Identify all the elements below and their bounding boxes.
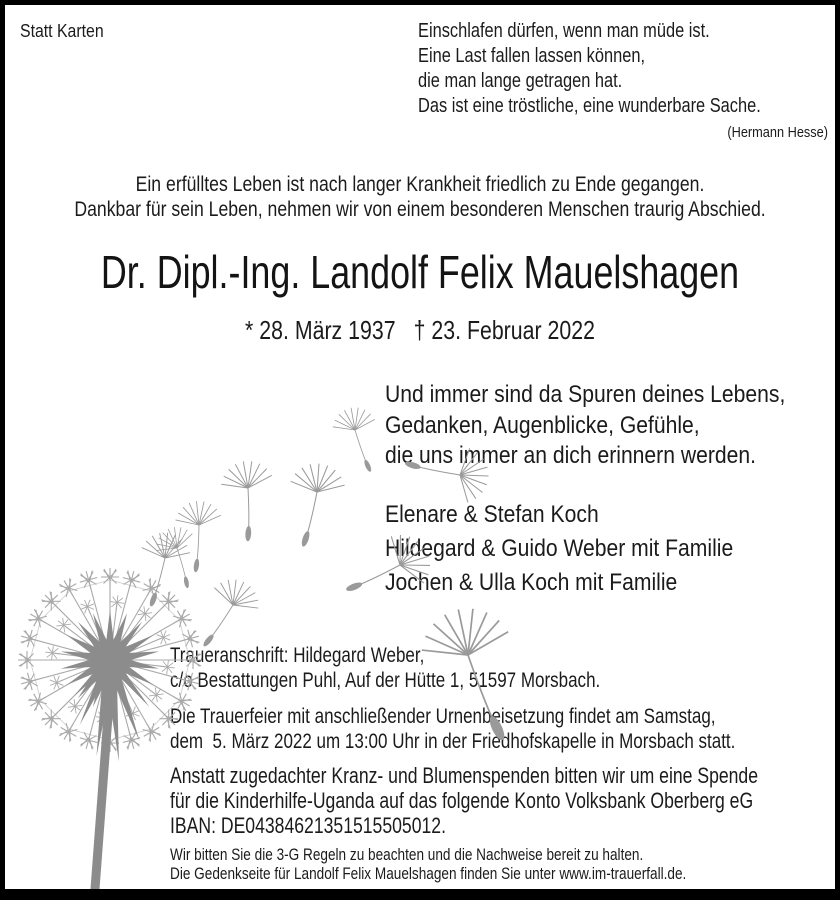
memorial-page-note: Die Gedenkseite für Landolf Felix Mauelshagen finden Sie unter www.im-trauerfall.de. — [170, 864, 687, 883]
death-date: † 23. Februar 2022 — [413, 315, 595, 345]
remembrance-line: die uns immer an dich erinnern werden. — [385, 442, 756, 469]
intro-line: Ein erfülltes Leben ist nach langer Krankheit friedlich zu Ende gegangen. — [135, 173, 705, 196]
remembrance-line: Gedanken, Augenblicke, Gefühle, — [385, 411, 700, 439]
poem-line: Einschlafen dürfen, wenn man müde ist. — [418, 20, 710, 42]
donation-block — [170, 763, 835, 838]
address-line: c/o Bestattungen Puhl, Auf der Hütte 1, 51597 Morsbach. — [170, 669, 601, 692]
address-line: Traueranschrift: Hildegard Weber, — [170, 644, 425, 667]
funeral-line: Die Trauerfeier mit anschließender Urnenbeisetzung findet am Samstag, — [170, 705, 716, 728]
covid-note: Wir bitten Sie die 3-G Regeln zu beachten und die Nachweise bereit zu halten. — [170, 845, 644, 864]
notes-block — [170, 845, 815, 883]
remembrance-block — [385, 380, 835, 472]
life-dates — [80, 315, 761, 346]
poem-line: Eine Last fallen lassen können, — [418, 45, 646, 67]
dandelion-stem — [95, 703, 109, 889]
donation-iban: IBAN: DE04384621351515505012. — [170, 813, 446, 838]
poem-attribution: (Hermann Hesse) — [727, 124, 828, 141]
donation-line: für die Kinderhilfe-Uganda auf das folgende Konto Volksbank Oberberg eG — [170, 788, 754, 813]
poem-line: die man lange getragen hat. — [418, 70, 623, 92]
remembrance-line: Und immer sind da Spuren deines Lebens, — [385, 381, 786, 408]
funeral-line: dem 5. März 2022 um 13:00 Uhr in der Friedhofskapelle in Morsbach statt. — [170, 730, 736, 753]
birth-date: * 28. März 1937 — [245, 315, 396, 345]
statt-karten-label: Statt Karten — [20, 21, 104, 41]
mourner-name: Hildegard & Guido Weber mit Familie — [385, 535, 734, 562]
obituary-sheet — [5, 5, 835, 889]
dandelion-receptacle — [60, 610, 160, 762]
mourning-address-block — [170, 643, 701, 693]
donation-line: Anstatt zugedachter Kranz- und Blumenspenden bitten wir um eine Spende — [170, 763, 759, 788]
mourners-block — [385, 498, 781, 600]
poem-line: Das ist eine tröstliche, eine wunderbare Sache. — [418, 95, 761, 117]
mourner-name: Elenare & Stefan Koch — [385, 501, 599, 528]
deceased-name: Dr. Dipl.-Ing. Landolf Felix Mauelshagen — [100, 246, 740, 298]
mourner-name: Jochen & Ulla Koch mit Familie — [385, 569, 678, 596]
intro-line: Dankbar für sein Leben, nehmen wir von einem besonderen Menschen traurig Abschied. — [74, 198, 766, 221]
funeral-info-block — [170, 704, 835, 754]
intro-block — [5, 172, 835, 222]
poem-block — [418, 19, 828, 141]
